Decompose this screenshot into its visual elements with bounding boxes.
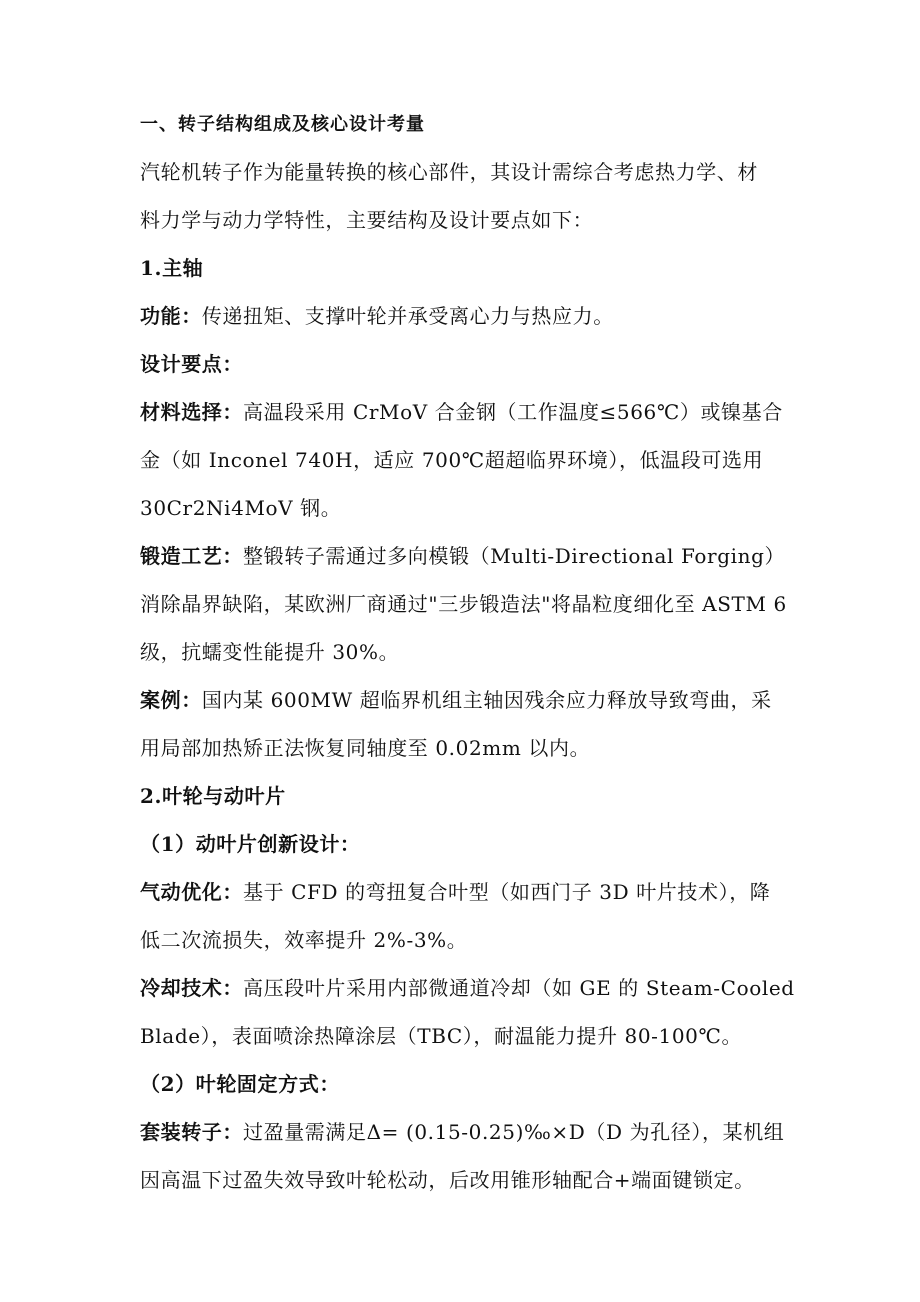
heading-impeller: 2.叶轮与动叶片 [140,784,286,808]
document-page [140,110,795,1204]
material-paragraph-line-3: 30Cr2Ni4MoV 钢。 [140,496,342,520]
case-text-1: 国内某 600MW 超临界机组主轴因残余应力释放导致弯曲，采 [201,688,772,712]
heading-main-shaft: 1.主轴 [140,256,204,280]
forging-text-1: 整锻转子需通过多向模锻（Multi-Directional Forging） [243,544,786,568]
sleeve-paragraph-line-2: 因高温下过盈失效导致叶轮松动，后改用锥形轴配合+端面键锁定。 [140,1168,755,1192]
forging-paragraph-line-1 [140,532,785,580]
case-label: 案例： [140,688,202,712]
cooling-text-1: 高压段叶片采用内部微通道冷却（如 GE 的 Steam-Cooled [243,976,795,1000]
sleeve-text-1: 过盈量需满足Δ= (0.15-0.25)‰×D（D 为孔径），某机组 [243,1120,785,1144]
aero-text-1: 基于 CFD 的弯扭复合叶型（如西门子 3D 叶片技术），降 [243,880,771,904]
forging-paragraph-line-2: 消除晶界缺陷，某欧洲厂商通过"三步锻造法"将晶粒度细化至 ASTM 6 [140,592,787,616]
section-title: 一、转子结构组成及核心设计考量 [140,114,425,135]
cooling-paragraph-line-2: Blade），表面喷涂热障涂层（TBC），耐温能力提升 80-100℃。 [140,1024,743,1048]
aero-paragraph-line-2: 低二次流损失，效率提升 2%-3%。 [140,928,468,952]
forging-paragraph-line-3: 级，抗蠕变性能提升 30%。 [140,640,400,664]
sleeve-label: 套装转子： [140,1120,243,1144]
intro-line-2: 料力学与动力学特性，主要结构及设计要点如下： [140,208,594,232]
function-label: 功能： [140,304,202,328]
aero-label: 气动优化： [140,880,243,904]
sleeve-paragraph-line-1 [140,1108,785,1156]
forging-label: 锻造工艺： [140,544,243,568]
intro-line-1: 汽轮机转子作为能量转换的核心部件，其设计需综合考虑热力学、材 [140,160,758,184]
material-label: 材料选择： [140,400,243,424]
design-points-heading: 设计要点： [140,352,243,376]
function-paragraph [140,292,785,340]
function-text: 传递扭矩、支撑叶轮并承受离心力与热应力。 [201,304,614,328]
heading-blade-design: （1）动叶片创新设计： [140,832,361,856]
cooling-label: 冷却技术： [140,976,243,1000]
case-paragraph-line-1 [140,676,785,724]
heading-fixing: （2）叶轮固定方式： [140,1072,340,1096]
material-text-1: 高温段采用 CrMoV 合金钢（工作温度≤566℃）或镍基合 [243,400,783,424]
cooling-paragraph-line-1 [140,964,795,1012]
material-paragraph-line-2: 金（如 Inconel 740H，适应 700℃超超临界环境），低温段可选用 [140,448,764,472]
aero-paragraph-line-1 [140,868,785,916]
material-paragraph-line-1 [140,388,785,436]
case-paragraph-line-2: 用局部加热矫正法恢复同轴度至 0.02mm 以内。 [140,736,591,760]
